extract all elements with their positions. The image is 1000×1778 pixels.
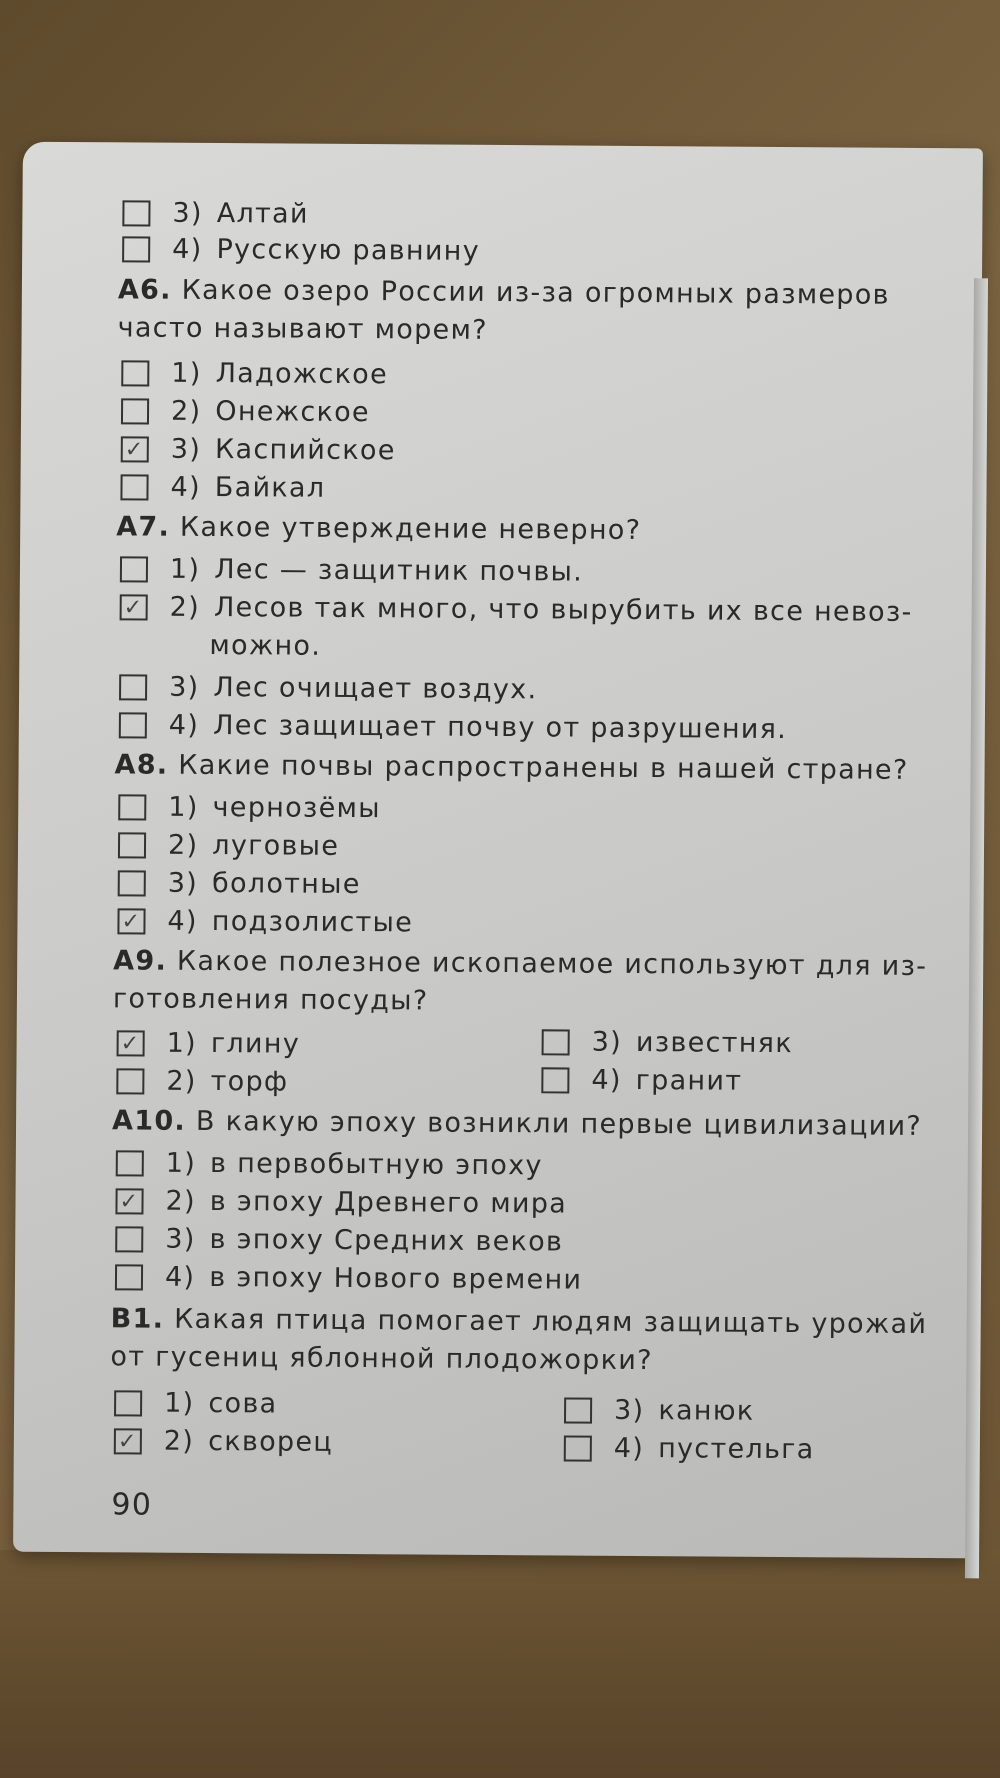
question-text: Какие почвы распространены в нашей стране? (178, 749, 909, 786)
option-number: 3) (172, 197, 203, 229)
question-label: В1. (110, 1303, 165, 1335)
answer-checkbox[interactable] (118, 870, 146, 896)
option-a8-1[interactable] (118, 791, 381, 824)
question-a10 (112, 1105, 922, 1142)
option-number: 3) (613, 1394, 645, 1427)
option-number: 4) (167, 905, 198, 937)
question-text: Какое утверждение неверно? (179, 511, 642, 546)
option-a7-1[interactable] (120, 553, 583, 587)
option-text: Русскую равнину (216, 234, 481, 267)
option-text: луговые (212, 830, 340, 862)
option-text: в эпоху Средних веков (209, 1223, 564, 1258)
check-mark-icon: ✓ (124, 436, 145, 463)
option-number: 4) (168, 709, 200, 741)
workbook-page (13, 142, 983, 1559)
answer-checkbox[interactable] (120, 594, 148, 620)
option-prev-4[interactable] (122, 233, 480, 266)
question-text: Какое полезное ископаемое используют для из- (176, 945, 928, 982)
answer-checkbox[interactable] (115, 1226, 143, 1252)
answer-checkbox[interactable] (116, 1068, 144, 1094)
option-a9-1[interactable] (117, 1027, 301, 1059)
answer-checkbox[interactable] (121, 360, 149, 386)
question-label: А7. (116, 511, 171, 543)
option-number: 2) (169, 591, 201, 623)
page-content (110, 197, 963, 1523)
option-number: 1) (169, 553, 201, 585)
option-number: 4) (164, 1261, 196, 1293)
answer-checkbox[interactable] (564, 1397, 592, 1423)
option-number: 4) (613, 1432, 645, 1465)
option-text: Ладожское (215, 358, 389, 391)
option-text: гранит (635, 1064, 743, 1097)
option-a9-3[interactable] (542, 1026, 793, 1059)
option-a6-4[interactable] (120, 471, 325, 503)
option-number: 2) (165, 1185, 196, 1217)
option-a7-3[interactable] (119, 671, 537, 705)
answer-checkbox[interactable] (121, 436, 149, 462)
option-a8-3[interactable] (118, 867, 361, 900)
option-text: Лес — защитник почвы. (214, 554, 584, 588)
option-a10-4[interactable] (115, 1261, 583, 1295)
question-label: А9. (113, 945, 168, 977)
option-a10-2[interactable] (115, 1185, 567, 1219)
check-mark-icon: ✓ (121, 908, 142, 935)
check-mark-icon: ✓ (120, 1030, 141, 1057)
question-a9 (113, 945, 927, 982)
option-text: Лесов так много, что вырубить их все невоз- (213, 592, 913, 628)
option-number: 1) (165, 1147, 197, 1179)
question-a6 (118, 274, 890, 310)
question-label: А10. (111, 1105, 187, 1137)
answer-checkbox[interactable] (564, 1435, 592, 1461)
option-number: 3) (170, 433, 202, 465)
check-mark-icon: ✓ (123, 594, 144, 621)
option-text: сова (208, 1387, 278, 1420)
answer-checkbox[interactable] (116, 1150, 144, 1176)
question-a6-line2: часто называют морем? (117, 312, 488, 346)
option-text: в первобытную эпоху (210, 1147, 543, 1182)
option-a9-4[interactable] (541, 1064, 742, 1096)
answer-checkbox[interactable] (118, 794, 146, 820)
option-a7-4[interactable] (119, 709, 787, 745)
page-edge (965, 278, 988, 1578)
answer-checkbox[interactable] (117, 1030, 145, 1056)
answer-checkbox[interactable] (120, 556, 148, 582)
option-number: 3) (165, 1223, 196, 1255)
option-number: 2) (166, 1065, 197, 1097)
question-b1-line2: от гусениц яблонной плодожорки? (110, 1341, 653, 1377)
answer-checkbox[interactable] (121, 398, 149, 424)
answer-checkbox[interactable] (114, 1428, 142, 1454)
option-text: Лес очищает воздух. (213, 672, 538, 706)
option-a9-2[interactable] (116, 1065, 288, 1097)
option-text: известняк (635, 1026, 793, 1060)
option-text: Лес защищает почву от разрушения. (213, 710, 788, 746)
option-number: 3) (169, 671, 200, 703)
answer-checkbox[interactable] (119, 674, 147, 700)
answer-checkbox[interactable] (117, 908, 145, 934)
option-b1-1[interactable] (114, 1387, 278, 1419)
question-a7 (116, 511, 641, 546)
option-text: подзолистые (211, 906, 414, 939)
option-a10-1[interactable] (116, 1147, 543, 1181)
option-a7-2[interactable] (120, 591, 913, 628)
question-label: А8. (114, 749, 169, 781)
check-mark-icon: ✓ (119, 1188, 140, 1215)
option-b1-4[interactable] (564, 1432, 815, 1465)
answer-checkbox[interactable] (118, 832, 146, 858)
option-text: пустельга (658, 1433, 815, 1466)
option-number: 3) (167, 867, 199, 899)
check-mark-icon: ✓ (117, 1428, 138, 1454)
answer-checkbox[interactable] (119, 712, 147, 738)
option-number: 2) (163, 1425, 195, 1457)
option-text: болотные (211, 868, 361, 901)
option-a10-3[interactable] (115, 1223, 563, 1257)
answer-checkbox[interactable] (122, 236, 150, 262)
desk-surface (0, 1550, 1000, 1778)
option-number: 2) (170, 395, 202, 427)
page-number: 90 (111, 1487, 153, 1523)
option-number: 4) (591, 1064, 622, 1096)
answer-checkbox[interactable] (542, 1029, 570, 1055)
option-text: Онежское (215, 396, 371, 429)
option-text-continued: можно. (209, 629, 322, 662)
option-a8-4[interactable] (117, 905, 413, 938)
option-text: чернозёмы (212, 792, 381, 825)
option-number: 4) (170, 471, 201, 503)
option-a8-2[interactable] (118, 829, 339, 862)
question-a9-line2: готовления посуды? (112, 983, 429, 1017)
option-number: 2) (167, 829, 199, 861)
answer-checkbox[interactable] (114, 1390, 142, 1416)
option-number: 1) (164, 1387, 195, 1419)
option-text: Алтай (216, 198, 309, 230)
question-a8 (114, 749, 908, 786)
option-number: 4) (172, 233, 203, 265)
question-text: В какую эпоху возникли первые цивилизации? (195, 1105, 923, 1142)
option-a6-2[interactable] (121, 395, 370, 428)
option-text: в эпоху Нового времени (209, 1261, 583, 1296)
answer-checkbox[interactable] (120, 474, 148, 500)
option-prev-3[interactable] (122, 197, 309, 229)
answer-checkbox[interactable] (115, 1188, 143, 1214)
answer-checkbox[interactable] (115, 1264, 143, 1290)
option-a6-1[interactable] (121, 357, 388, 390)
question-text: Какая птица помогает людям защищать урожай (174, 1303, 928, 1341)
option-b1-2[interactable] (114, 1425, 333, 1458)
question-text: Какое озеро России из-за огромных размеров (181, 274, 890, 311)
option-text: Каспийское (214, 434, 396, 467)
option-text: канюк (658, 1395, 755, 1427)
answer-checkbox[interactable] (541, 1067, 569, 1093)
question-label: А6. (117, 274, 172, 306)
answer-checkbox[interactable] (122, 200, 150, 226)
option-text: глину (210, 1028, 301, 1060)
option-text: скворец (208, 1425, 334, 1458)
option-number: 1) (168, 791, 199, 823)
question-b1 (111, 1303, 928, 1340)
option-a6-3[interactable] (121, 433, 396, 466)
option-number: 1) (166, 1027, 198, 1059)
option-b1-3[interactable] (564, 1394, 755, 1426)
option-number: 3) (591, 1026, 623, 1058)
option-text: Байкал (214, 472, 326, 504)
option-text: торф (210, 1066, 289, 1098)
option-number: 1) (171, 357, 202, 389)
option-text: в эпоху Древнего мира (209, 1185, 568, 1220)
